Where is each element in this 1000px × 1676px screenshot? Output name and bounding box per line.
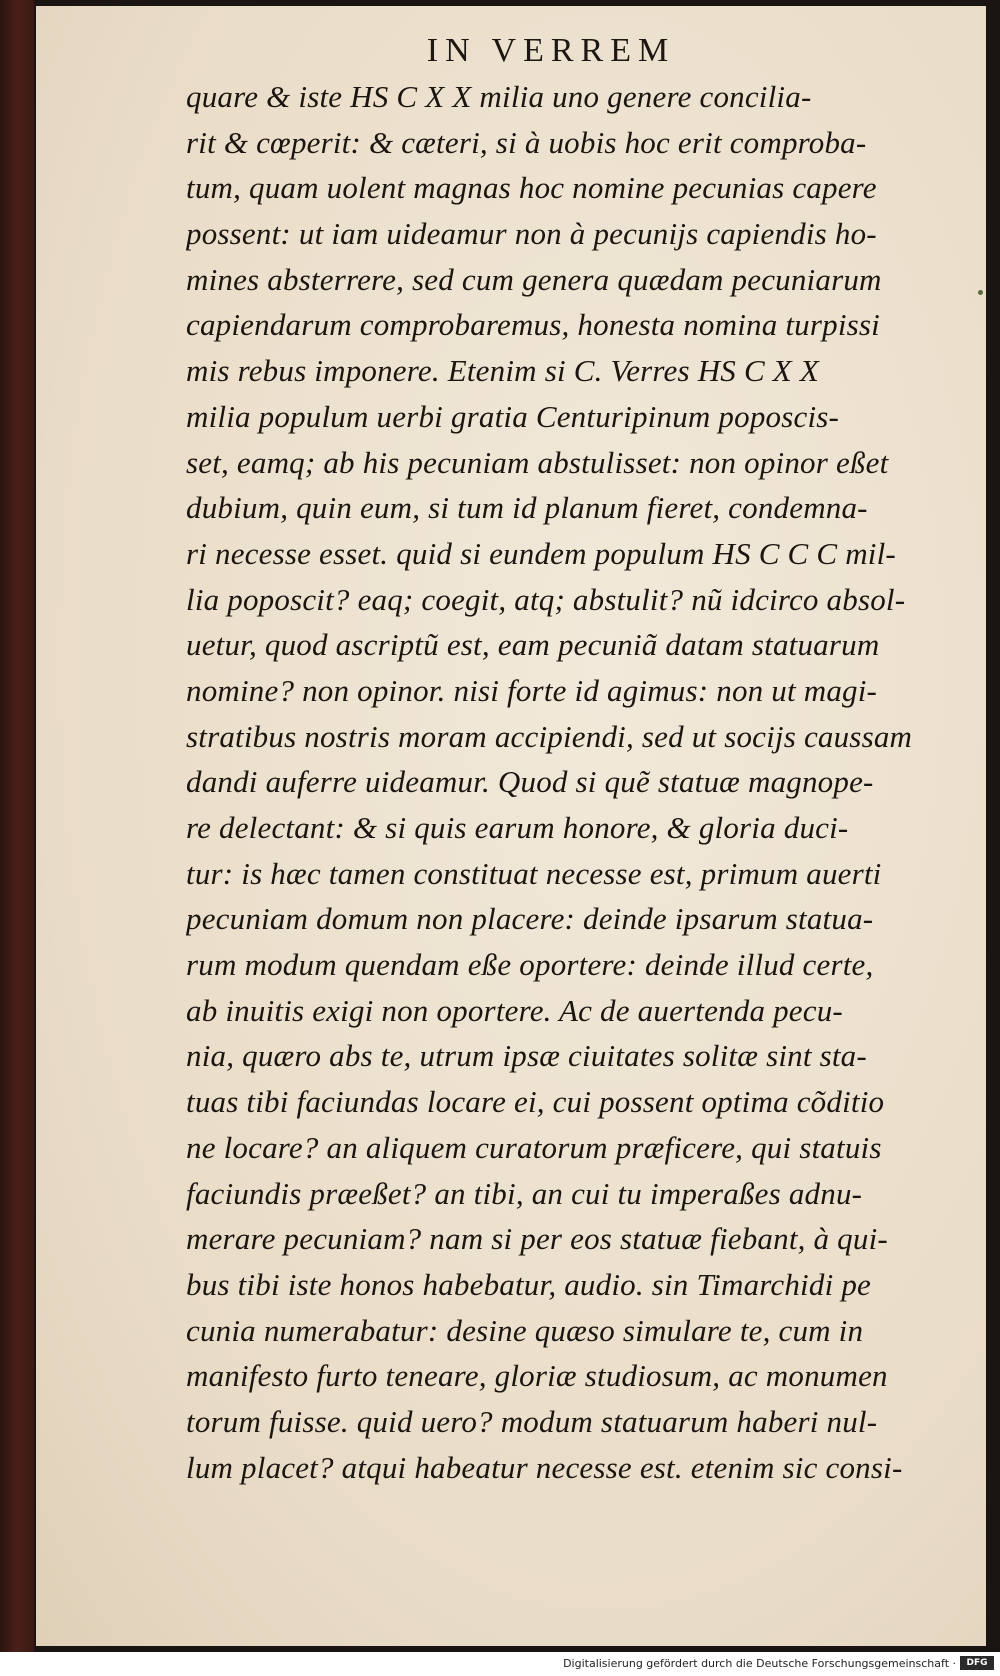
text-line: faciundis præeßet? an tibi, an cui tu imperaßes adnu- (186, 1175, 863, 1211)
book-edge (0, 0, 34, 1652)
text-line: stratibus nostris moram accipiendi, sed ut socijs caussam (186, 718, 913, 754)
text-line: set, eamq; ab his pecuniam abstulisset: non opinor eßet (186, 444, 889, 480)
text-line: ri necesse esset. quid si eundem populum HS C C C mil- (186, 535, 896, 571)
text-line: torum fuisse. quid uero? modum statuarum haberi nul- (186, 1403, 878, 1439)
text-line: uetur, quod ascriptũ est, eam pecuniã datam statuarum (186, 627, 880, 663)
text-line: rit & cœperit: & cæteri, si à uobis hoc erit comproba- (186, 124, 867, 160)
running-head: IN VERREM (426, 32, 676, 69)
text-line: lum placet? atqui habeatur necesse est. etenim sic consi- (186, 1449, 903, 1485)
book-page (36, 6, 986, 1646)
text-line: manifesto furto teneare, gloriæ studiosum, ac monumen (186, 1358, 888, 1394)
text-line: merare pecuniam? nam si per eos statuæ fiebant, à qui- (186, 1221, 888, 1257)
text-line: cunia numerabatur: desine quæso simulare te, cum in (186, 1312, 864, 1348)
text-line: nia, quæro abs te, utrum ipsæ ciuitates solitæ sint sta- (186, 1038, 867, 1074)
text-line: possent: ut iam uideamur non à pecunijs capiendis ho- (186, 216, 877, 252)
text-line: lia poposcit? eaq; coegit, atq; abstulit? nũ idcirco absol- (186, 581, 906, 617)
text-line: mis rebus imponere. Etenim si C. Verres HS C X X (186, 353, 819, 389)
text-line: mines absterrere, sed cum genera quædam pecuniarum (186, 261, 882, 297)
text-line: dubium, quin eum, si tum id planum fieret, condemna- (186, 490, 868, 526)
text-line: rum modum quendam eße oportere: deinde illud certe, (186, 947, 874, 983)
text-line: nomine? non opinor. nisi forte id agimus: non ut magi- (186, 672, 878, 708)
text-line: capiendarum comprobaremus, honesta nomina turpissi (186, 307, 880, 343)
margin-mark (978, 290, 983, 295)
text-line: re delectant: & si quis earum honore, & gloria duci- (186, 810, 849, 845)
text-line: tuas tibi faciundas locare ei, cui possent optima cõditio (186, 1084, 885, 1120)
text-line: dandi auferre uideamur. Quod si quẽ statuæ magnope- (186, 764, 874, 800)
text-line: milia populum uerbi gratia Centuripinum poposcis- (186, 398, 840, 434)
text-line: ab inuitis exigi non oportere. Ac de auertenda pecu- (186, 992, 843, 1028)
text-line: tur: is hæc tamen constituat necesse est, primum auerti (186, 855, 882, 891)
text-line: ne locare? an aliquem curatorum præficere, qui statuis (186, 1129, 882, 1165)
dfg-logo: DFG (960, 1656, 994, 1670)
text-line: quare & iste HS C X X milia uno genere concilia- (186, 79, 812, 114)
text-line: tum, quam uolent magnas hoc nomine pecunias capere (186, 170, 877, 206)
text-line: bus tibi iste honos habebatur, audio. sin Timarchidi pe (186, 1266, 871, 1302)
text-block (186, 74, 976, 1490)
footer-credit: Digitalisierung gefördert durch die Deutsche Forschungsgemeinschaft · (563, 1657, 956, 1670)
text-line: pecuniam domum non placere: deinde ipsarum statua- (186, 901, 874, 937)
